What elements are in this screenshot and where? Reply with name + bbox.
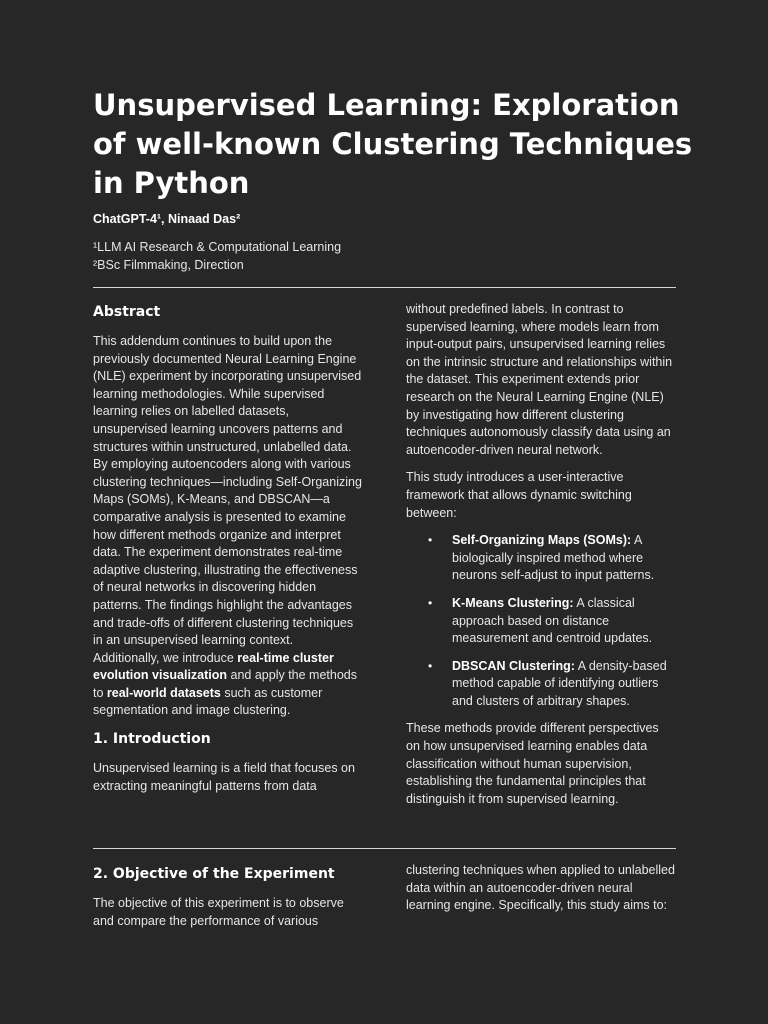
paper-title: Unsupervised Learning: Exploration of well-known Clustering Techniques in Python — [93, 88, 693, 200]
list-item-dbscan — [406, 658, 676, 711]
bullet-text: A classical approach based on distance measurement and centroid updates. — [452, 595, 653, 646]
abstract-extra-text-3: such as customer segmentation and image clustering. — [93, 685, 323, 718]
affiliation-1: ¹LLM AI Research & Computational Learning — [93, 240, 342, 254]
clustering-methods-list — [406, 532, 676, 710]
right-column-2 — [406, 862, 676, 915]
authors: ChatGPT-4¹, Ninaad Das² — [93, 212, 241, 226]
objective-heading: 2. Objective of the Experiment — [93, 866, 335, 882]
bullet-text: A biologically inspired method where neurons self-adjust to input patterns. — [452, 533, 655, 583]
bullet-term: K-Means Clustering: — [452, 595, 574, 610]
affiliation-2: ²BSc Filmmaking, Direction — [93, 258, 244, 272]
bullet-text: A density-based method capable of identifying outliers and clusters of arbitrary shapes. — [452, 658, 667, 708]
introduction-para-3: These methods provide different perspectives on how unsupervised learning enables data classification without human supervision, establishing the fundamental principles that distinguish it from supervised learning. — [406, 721, 659, 806]
introduction-para-1: Unsupervised learning is a field that focuses on extracting meaningful patterns from data — [93, 761, 355, 793]
abstract-extra — [93, 650, 363, 720]
abstract-heading: Abstract — [93, 304, 161, 320]
section-divider-top — [93, 287, 676, 288]
bullet-term: DBSCAN Clustering: — [452, 658, 575, 673]
introduction-heading: 1. Introduction — [93, 731, 211, 748]
objective-para-1: The objective of this experiment is to observe and compare the performance of various — [93, 896, 344, 928]
bullet-dot: • — [428, 595, 433, 610]
objective-para-1-continued: clustering techniques when applied to unlabelled data within an autoencoder-driven neural learning engine. Specifically, this study aims to: — [406, 863, 675, 913]
affiliations — [93, 238, 341, 274]
left-column-1 — [93, 303, 363, 795]
introduction-para-1-continued: without predefined labels. In contrast to supervised learning, where models learn from input-output pairs, unsupervised learning relies on the intrinsic structure and relationships within the dataset. This experiment extends prior research on the Neural Learning Engine (NLE) by investigating how different clustering techniques autonomously classify data using an autoencoder-driven neural network. — [406, 302, 673, 457]
bullet-term: Self-Organizing Maps (SOMs): — [452, 533, 632, 548]
section-divider-bottom — [93, 848, 676, 849]
abstract-extra-bold-1: real-time cluster evolution visualization — [93, 650, 334, 683]
abstract-body: This addendum continues to build upon the previously documented Neural Learning Engine (NLE) experiment by incorporating unsupervised learning methodologies. While supervised learning relies on labelled datasets, unsupervised learning uncovers patterns and structures within unstructured, unlabelled data. By employing autoencoders along with various clustering techniques—including Self-Organizing Maps (SOMs), K-Means, and DBSCAN—a comparative analysis is presented to examine how different methods organize and interpret data. The experiment demonstrates real-time adaptive clustering, illustrating the effectiveness of neural networks in discovering hidden patterns. The findings highlight the advantages and trade-offs of different clustering techniques in an unsupervised learning context. — [93, 334, 362, 648]
list-item-soms — [406, 532, 676, 585]
introduction-para-2: This study introduces a user-interactive framework that allows dynamic switching between: — [406, 470, 632, 520]
list-item-kmeans — [406, 595, 676, 648]
bullet-dot: • — [428, 658, 433, 673]
abstract-extra-text-2: and apply the methods to — [93, 668, 357, 700]
abstract-extra-text-1: Additionally, we introduce — [93, 650, 238, 665]
abstract-extra-bold-2: real-world datasets — [106, 685, 221, 700]
right-column-1 — [406, 301, 676, 808]
bullet-dot: • — [428, 533, 433, 548]
left-column-2 — [93, 865, 363, 930]
